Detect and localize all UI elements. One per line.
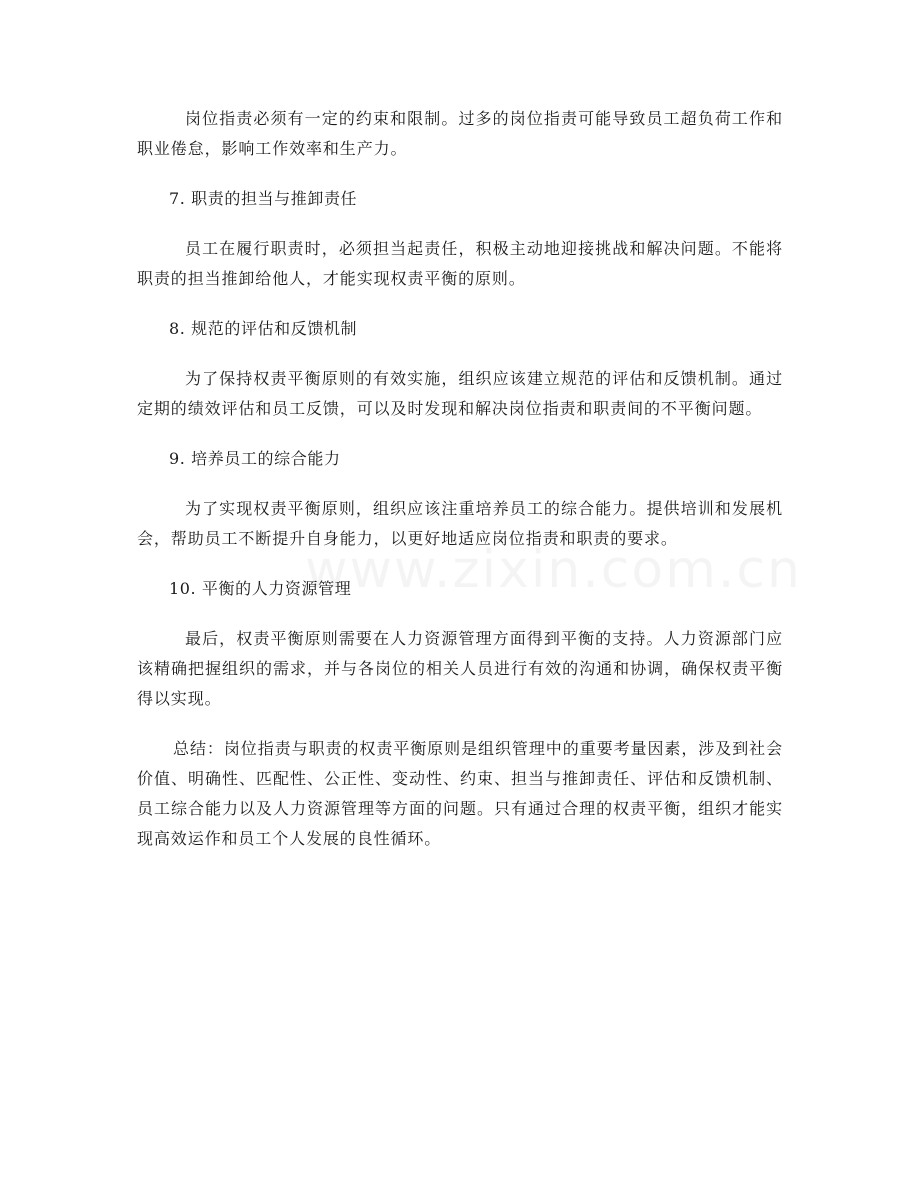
paragraph-section-8: 为了保持权责平衡原则的有效实施，组织应该建立规范的评估和反馈机制。通过定期的绩效评估和员工反馈，可以及时发现和解决岗位指责和职责间的不平衡问题。 (137, 369, 783, 418)
document-body (137, 104, 783, 874)
paragraph-section-7: 员工在履行职责时，必须担当起责任，积极主动地迎接挑战和解决问题。不能将职责的担当推卸给他人，才能实现权责平衡的原则。 (137, 239, 783, 288)
paragraph-section-10: 最后，权责平衡原则需要在人力资源管理方面得到平衡的支持。人力资源部门应该精确把握组织的需求，并与各岗位的相关人员进行有效的沟通和协调，确保权责平衡得以实现。 (137, 629, 783, 708)
paragraph-section-9: 为了实现权责平衡原则，组织应该注重培养员工的综合能力。提供培训和发展机会，帮助员工不断提升自身能力，以更好地适应岗位指责和职责的要求。 (137, 499, 783, 548)
heading-section-7: 7. 职责的担当与推卸责任 (169, 189, 358, 208)
heading-section-9: 9. 培养员工的综合能力 (169, 449, 341, 468)
heading-section-10: 10. 平衡的人力资源管理 (169, 579, 352, 598)
paragraph-constraints: 岗位指责必须有一定的约束和限制。过多的岗位指责可能导致员工超负荷工作和职业倦怠，影响工作效率和生产力。 (137, 109, 783, 158)
heading-section-8: 8. 规范的评估和反馈机制 (169, 319, 358, 338)
paragraph-summary: 总结：岗位指责与职责的权责平衡原则是组织管理中的重要考量因素，涉及到社会价值、明确性、匹配性、公正性、变动性、约束、担当与推卸责任、评估和反馈机制、员工综合能力以及人力资源管理等方面的问题。只有通过合理的权责平衡，组织才能实现高效运作和员工个人发展的良性循环。 (137, 739, 783, 848)
